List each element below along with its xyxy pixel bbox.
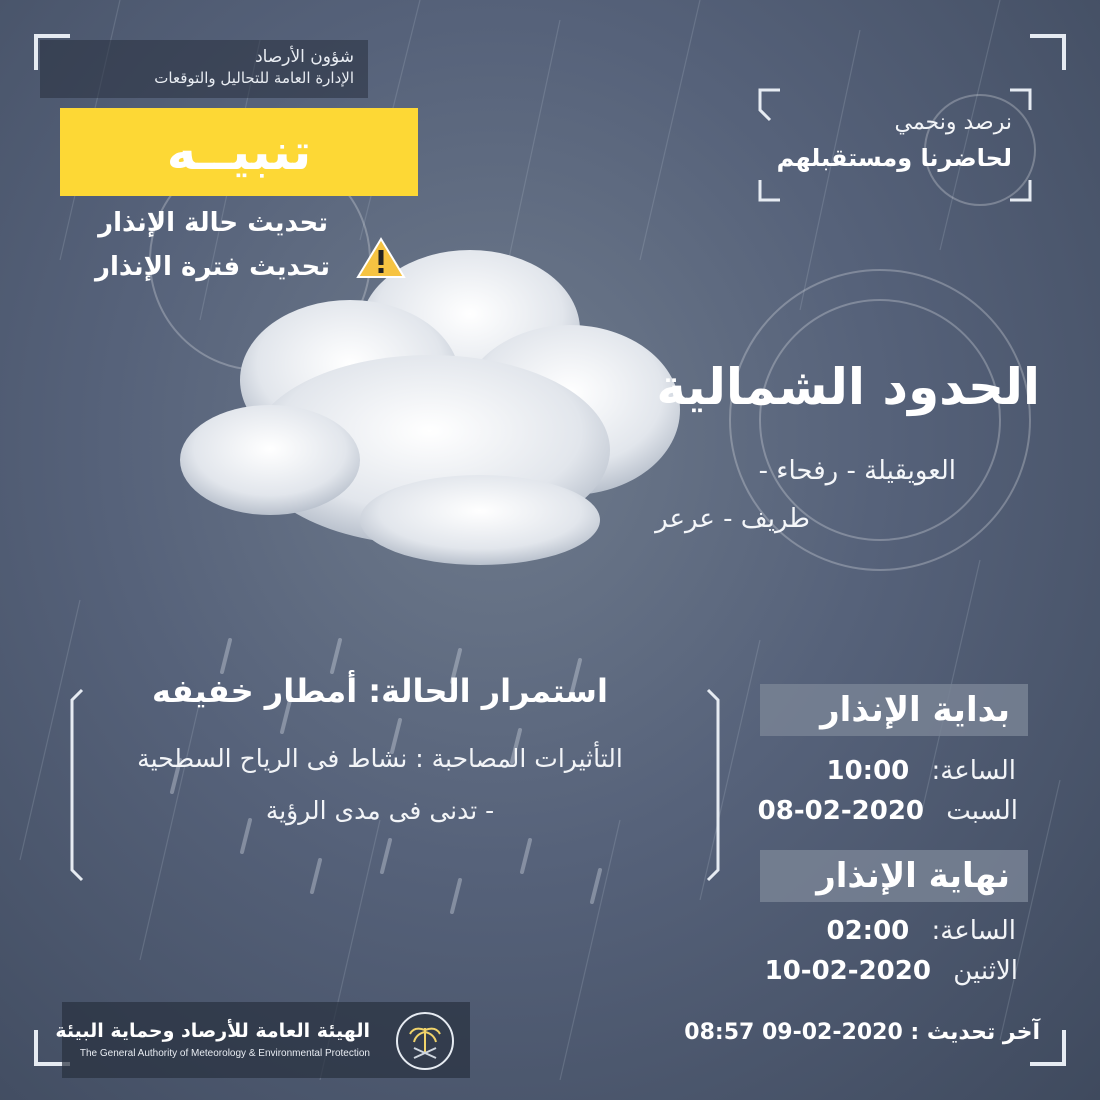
start-label: بداية الإنذار — [820, 690, 1010, 730]
org-line2: الإدارة العامة للتحاليل والتوقعات — [154, 69, 354, 87]
slogan-box — [760, 96, 1030, 196]
start-date: 2020-02-08 — [757, 796, 925, 826]
region-name: الحدود الشمالية — [656, 358, 1040, 416]
start-time: 10:00 — [826, 756, 910, 786]
update-period-text: تحديث فترة الإنذار — [94, 252, 330, 282]
org-line1: شؤون الأرصاد — [255, 47, 354, 67]
end-time: 02:00 — [826, 916, 910, 946]
slogan-line1: نرصد ونحمي — [894, 110, 1012, 135]
end-date: 2020-02-10 — [764, 956, 931, 986]
last-update-date: 2020-02-09 — [761, 1020, 903, 1045]
effects-line2: - تدنى فى مدى الرؤية — [265, 796, 495, 825]
alert-title: تنبيــه — [166, 123, 312, 181]
org-header — [40, 40, 368, 98]
end-day: الاثنين — [953, 956, 1018, 986]
last-update — [684, 1020, 1040, 1045]
alert-title-box — [60, 108, 418, 196]
effects-line1: التأثيرات المصاحبة : نشاط فى الرياح السطحية — [137, 744, 623, 773]
start-time-row — [826, 756, 1016, 786]
end-time-label: الساعة: — [931, 916, 1016, 946]
last-update-time: 08:57 — [684, 1020, 755, 1045]
footer-org — [55, 1002, 470, 1078]
start-time-label: الساعة: — [931, 756, 1016, 786]
last-update-label: آخر تحديث : — [910, 1020, 1040, 1045]
cities-line1: العويقيلة - رفحاء - — [758, 456, 956, 486]
footer-org-en: The General Authority of Meteorology & Environmental Protection — [79, 1048, 370, 1059]
cities-line2: طريف - عرعر — [655, 504, 810, 534]
end-label-box — [760, 850, 1028, 902]
end-label: نهاية الإنذار — [816, 856, 1010, 896]
start-label-box — [760, 684, 1028, 736]
end-date-row — [765, 956, 1018, 986]
start-day: السبت — [946, 796, 1018, 826]
warning-icon — [356, 236, 406, 280]
palm-logo-icon — [394, 1010, 456, 1072]
cloud-icon — [150, 240, 710, 570]
slogan-line2: لحاضرنا ومستقبلهم — [776, 144, 1012, 172]
end-time-row — [826, 916, 1016, 946]
update-status-text: تحديث حالة الإنذار — [98, 208, 328, 238]
start-date-row — [758, 796, 1018, 826]
status-title: استمرار الحالة: أمطار خفيفه — [152, 672, 608, 710]
footer-org-ar: الهيئة العامة للأرصاد وحماية البيئة — [55, 1020, 370, 1042]
